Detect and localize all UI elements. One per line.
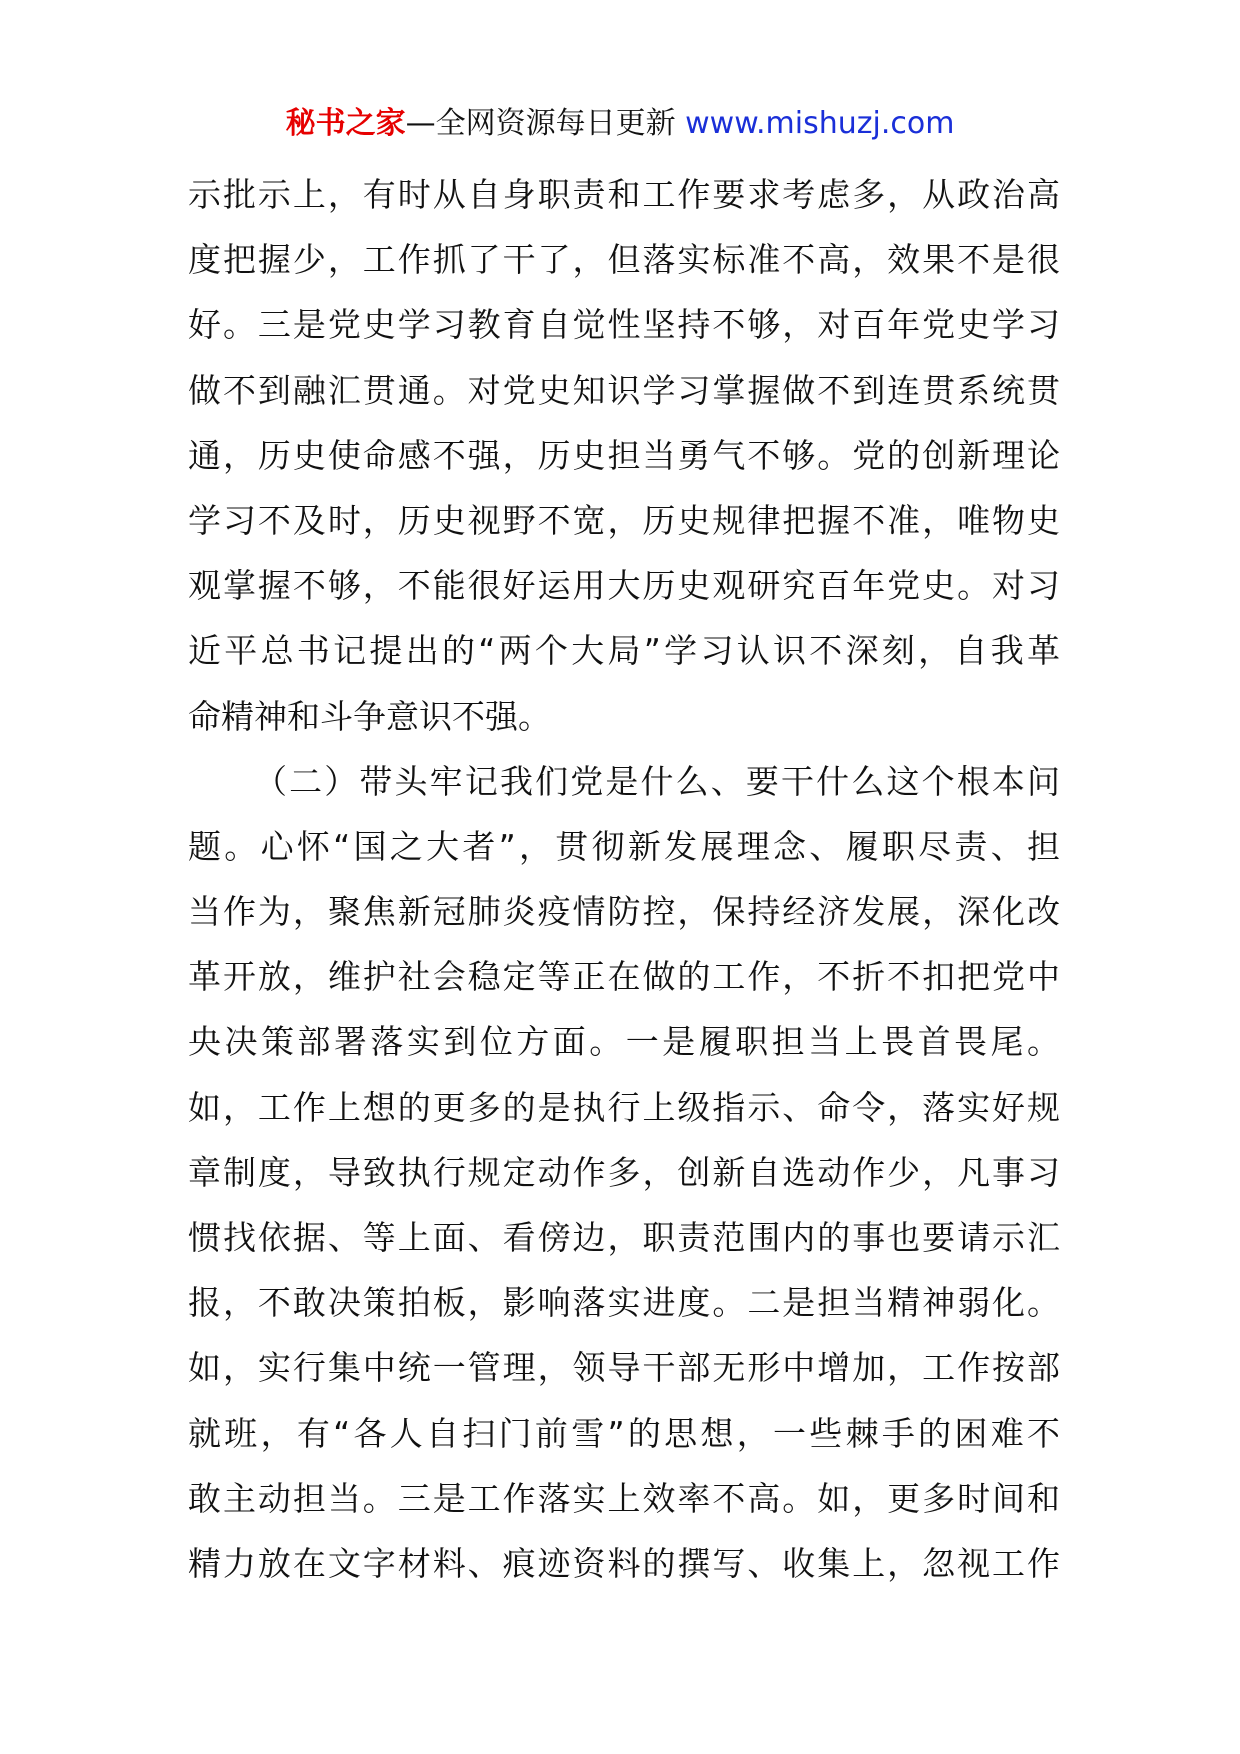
text-line: 近平总书记提出的“两个大局”学习认识不深刻，自我革 [188,631,1060,671]
site-url-link[interactable]: www.mishuzj.com [685,106,955,141]
text-line: 就班，有“各人自扫门前雪”的思想，一些棘手的困难不 [188,1413,1060,1453]
text-line: 惯找依据、等上面、看傍边，职责范围内的事也要请示汇 [188,1218,1060,1257]
text-line: 如，实行集中统一管理，领导干部无形中增加，工作按部 [188,1348,1060,1388]
site-header [0,102,1240,146]
text-line: 章制度，导致执行规定动作多，创新自选动作少，凡事习 [188,1152,1060,1192]
header-tagline: —全网资源每日更新 [405,106,686,141]
text-line: 敢主动担当。三是工作落实上效率不高。如，更多时间和 [188,1478,1060,1518]
text-line: 革开放，维护社会稳定等正在做的工作，不折不扣把党中 [188,957,1060,997]
text-line: 示批示上，有时从自身职责和工作要求考虑多，从政治高 [188,175,1060,214]
text-line: 做不到融汇贯通。对党史知识学习掌握做不到连贯系统贯 [188,370,1060,410]
text-line: 央决策部署落实到位方面。一是履职担当上畏首畏尾。 [188,1022,1060,1062]
text-line: 通，历史使命感不强，历史担当勇气不够。党的创新理论 [188,435,1060,475]
brand-name: 秘书之家 [285,106,406,141]
text-line: 如，工作上想的更多的是执行上级指示、命令，落实好规 [188,1087,1060,1127]
text-line: 度把握少，工作抓了干了，但落实标准不高，效果不是很 [188,240,1060,280]
body-text [188,162,1060,1596]
text-line: 当作为，聚焦新冠肺炎疫情防控，保持经济发展，深化改 [188,892,1060,932]
section-heading-line: （二）带头牢记我们党是什么、要干什么这个根本问 [254,761,1060,801]
text-line: 精力放在文字材料、痕迹资料的撰写、收集上，忽视工作 [188,1543,1060,1583]
text-line: 观掌握不够，不能很好运用大历史观研究百年党史。对习 [188,566,1060,606]
paragraph-end-line: 命精神和斗争意识不强。 [188,696,551,736]
text-line: 报，不敢决策拍板，影响落实进度。二是担当精神弱化。 [188,1283,1060,1323]
text-line: 题。心怀“国之大者”，贯彻新发展理念、履职尽责、担 [188,826,1060,866]
text-line: 好。三是党史学习教育自觉性坚持不够，对百年党史学习 [188,305,1060,345]
text-line: 学习不及时，历史视野不宽，历史规律把握不准，唯物史 [188,500,1060,540]
